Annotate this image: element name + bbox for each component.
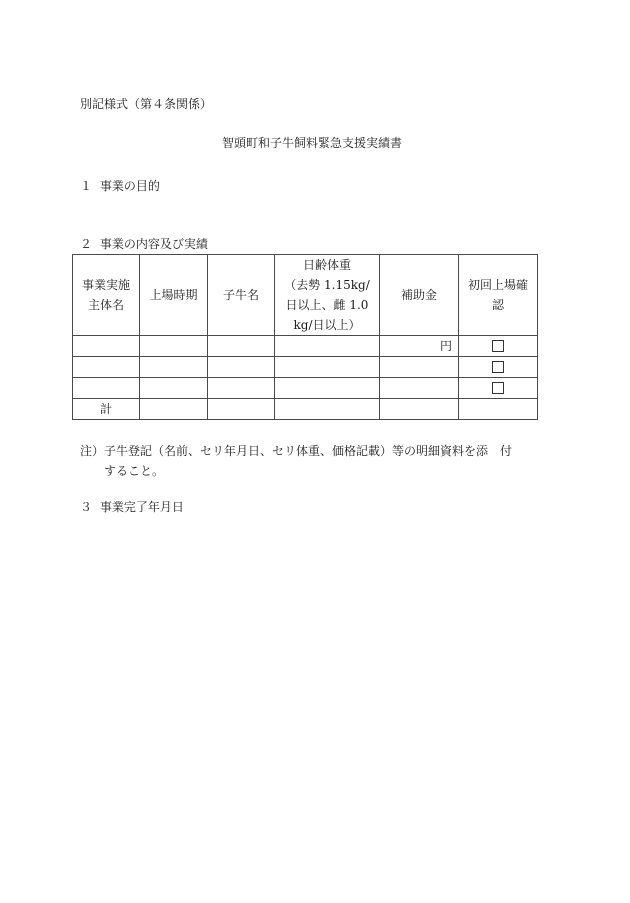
cell-implementer[interactable] <box>73 357 140 378</box>
cell-daily-weight[interactable] <box>275 336 380 357</box>
cell-listing-period[interactable] <box>140 336 208 357</box>
cell-calf-name[interactable] <box>208 336 275 357</box>
cell-total[interactable] <box>208 399 275 420</box>
header-calf-name: 子牛名 <box>208 255 275 336</box>
cell-subsidy[interactable] <box>380 357 459 378</box>
checkbox-icon[interactable] <box>492 361 504 373</box>
section-label: 事業の内容及び実績 <box>99 237 208 251</box>
document-title: 智頭町和子牛飼料緊急支援実績書 <box>222 136 403 150</box>
table-header-row <box>73 255 538 336</box>
cell-calf-name[interactable] <box>208 357 275 378</box>
section-1-heading <box>80 180 160 192</box>
cell-calf-name[interactable] <box>208 378 275 399</box>
cell-listing-period[interactable] <box>140 378 208 399</box>
table-total-row <box>73 399 538 420</box>
header-implementer: 事業実施 主体名 <box>73 255 140 336</box>
cell-total-subsidy[interactable] <box>380 399 459 420</box>
checkbox-icon[interactable] <box>492 340 504 352</box>
header-subsidy: 補助金 <box>380 255 459 336</box>
cell-subsidy[interactable] <box>380 378 459 399</box>
cell-implementer[interactable] <box>73 336 140 357</box>
cell-implementer[interactable] <box>73 378 140 399</box>
form-label: 別記様式（第４条関係） <box>80 97 213 111</box>
cell-first-listing-check[interactable] <box>459 378 538 399</box>
section-number: １ <box>80 179 93 193</box>
section-label: 事業完了年月日 <box>99 500 184 514</box>
header-first-listing-check: 初回上場確 認 <box>459 255 538 336</box>
cell-first-listing-check[interactable] <box>459 357 538 378</box>
checkbox-icon[interactable] <box>492 382 504 394</box>
section-label: 事業の目的 <box>99 179 160 193</box>
note-line-1: 注）子牛登記（名前、セリ年月日、セリ体重、価格記載）等の明細資料を添 付 <box>80 444 513 458</box>
cell-total[interactable] <box>140 399 208 420</box>
section-2-heading <box>80 238 208 250</box>
cell-subsidy[interactable]: 円 <box>380 336 459 357</box>
table-row <box>73 336 538 357</box>
table-row <box>73 357 538 378</box>
attachment-note <box>80 441 560 481</box>
section-number: ３ <box>80 500 93 514</box>
cell-total[interactable] <box>459 399 538 420</box>
cell-daily-weight[interactable] <box>275 378 380 399</box>
header-daily-weight: 日齢体重 （去勢 1.15kg/ 日以上、雌 1.0 kg/日以上） <box>275 255 380 336</box>
section-3-heading <box>80 501 184 513</box>
cell-listing-period[interactable] <box>140 357 208 378</box>
table-row <box>73 378 538 399</box>
note-line-2: すること。 <box>104 464 165 478</box>
cell-first-listing-check[interactable] <box>459 336 538 357</box>
header-listing-period: 上場時期 <box>140 255 208 336</box>
cell-total-label: 計 <box>73 399 140 420</box>
cell-daily-weight[interactable] <box>275 357 380 378</box>
results-table <box>72 254 538 420</box>
section-number: ２ <box>80 237 93 251</box>
cell-total[interactable] <box>275 399 380 420</box>
